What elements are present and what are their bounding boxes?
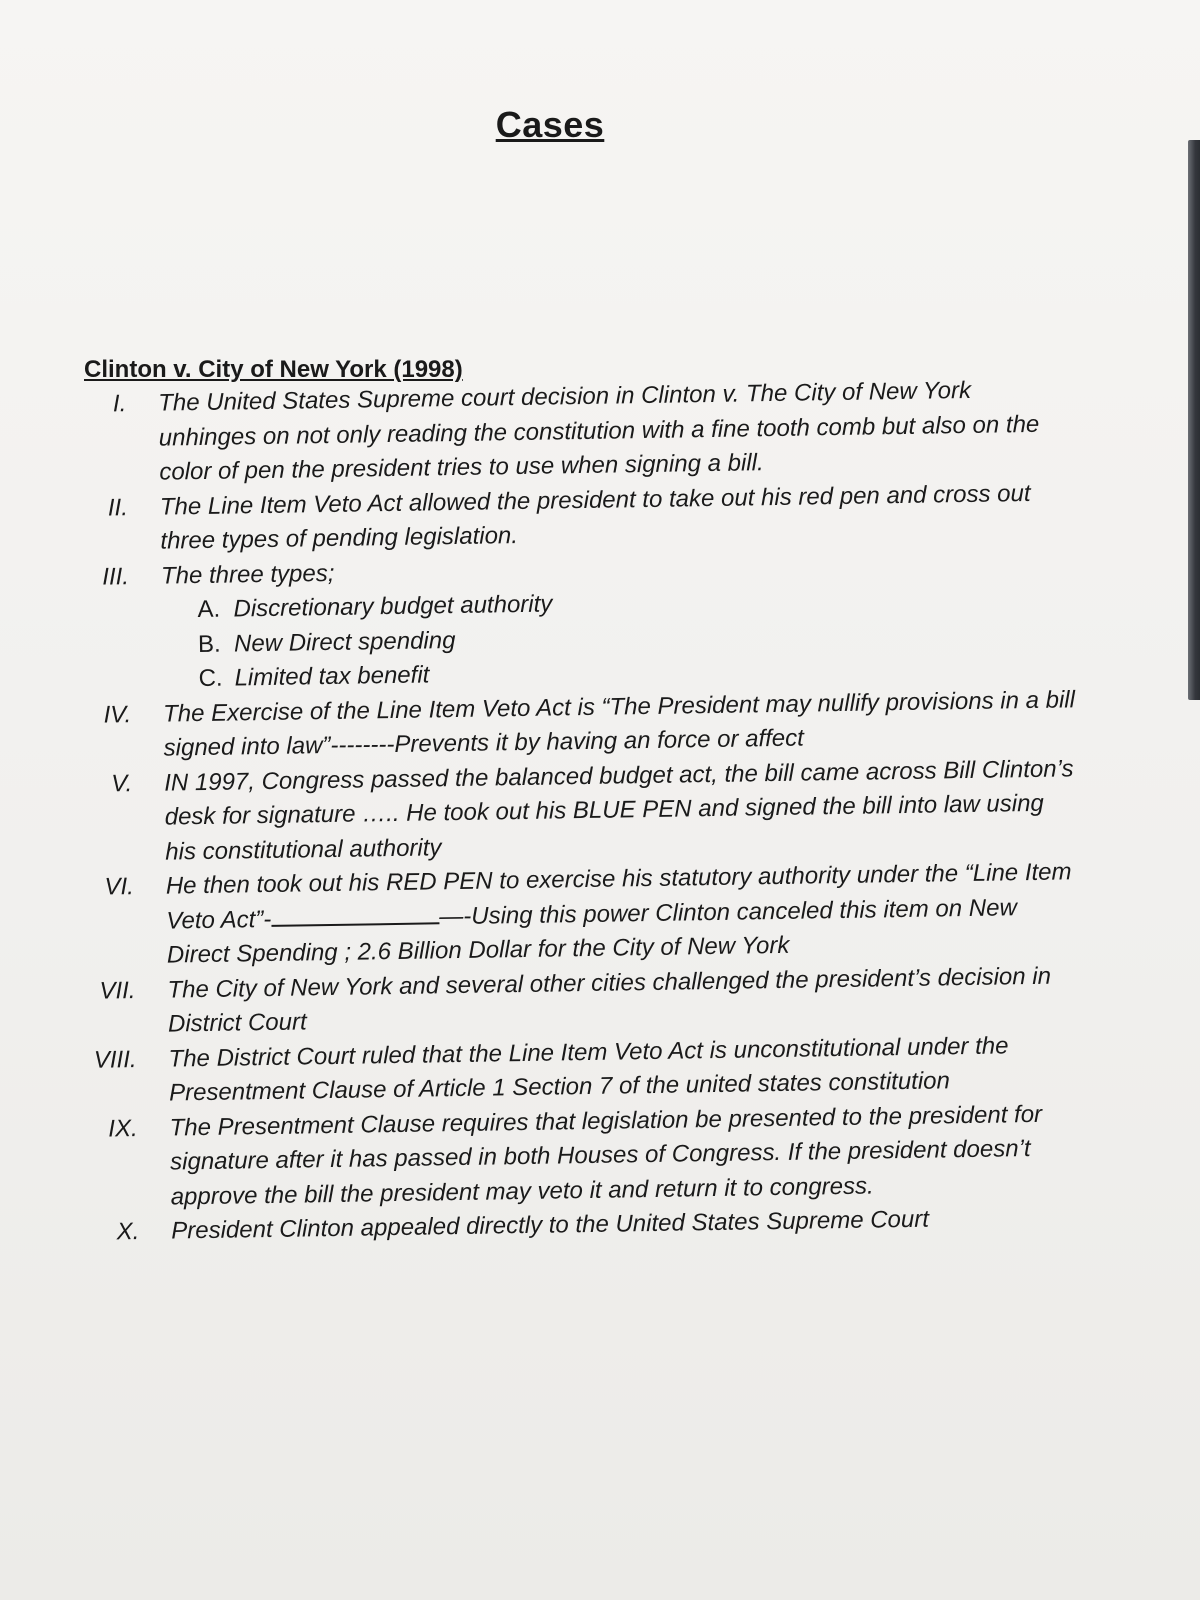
outline-numeral: II. — [107, 493, 129, 521]
outline-text: The three types; — [160, 559, 335, 590]
outline-numeral: V. — [111, 769, 133, 797]
outline-numeral: IX. — [108, 1114, 138, 1143]
outline-text: The City of New York and several other cities challenged the president’s decision in District Court — [167, 962, 1052, 1038]
outline-item — [72, 372, 1074, 491]
sub-item-text: Limited tax benefit — [234, 661, 430, 692]
outline-numeral: III. — [102, 562, 130, 591]
outline-item — [75, 545, 1077, 699]
outline-numeral: VI. — [104, 873, 135, 901]
outline-item — [83, 1097, 1085, 1216]
outline-text-after-blank: —-Using this power Clinton canceled this item on New Direct Spending ; 2.6 Billion Dollar for the City of New York — [166, 893, 1017, 969]
outline-item — [78, 752, 1080, 871]
sub-item-letter: C. — [198, 664, 223, 693]
outline-text: The United States Supreme court decision in Clinton v. The City of New York unhinges on not only reading the constitution with a fine tooth comb but also on the color of pen the president tries to use when signing a bill. — [158, 376, 1040, 486]
outline-text: The District Court ruled that the Line Item Veto Act is unconstitutional under the Presentment Clause of Article 1 Section 7 of the united states constitution — [168, 1031, 1009, 1107]
binder-edge-shadow — [1188, 140, 1200, 700]
sub-list — [161, 579, 1077, 697]
sub-item-text: Discretionary budget authority — [233, 590, 553, 623]
sub-item-letter: A. — [197, 595, 221, 624]
outline-text: The Line Item Veto Act allowed the president to take out his red pen and cross out three types of pending legislation. — [159, 479, 1031, 555]
case-heading: Clinton v. City of New York (1998) — [84, 356, 463, 383]
outline-text: President Clinton appealed directly to the United States Supreme Court — [171, 1205, 930, 1245]
case-outline — [72, 372, 1085, 1250]
outline-text-before-blank: He then took out his RED PEN to exercise his statutory authority under the “Line Item Veto Act”- — [165, 858, 1072, 935]
outline-numeral: VIII. — [93, 1045, 137, 1074]
sub-item-text: New Direct spending — [233, 626, 456, 657]
outline-numeral: VII. — [99, 976, 136, 1005]
outline-text: The Exercise of the Line Item Veto Act is “The President may nullify provisions in a bill signed into law”--------Prevents it by having an force or affect — [162, 685, 1076, 762]
outline-text: The Presentment Clause requires that legislation be presented to the president for signature after it has passed in both Houses of Congress. If the president doesn’t approve the bill the president may veto it and return it to congress. — [169, 1100, 1043, 1211]
outline-item — [80, 855, 1082, 974]
fill-in-blank-line — [271, 902, 439, 927]
page-title: Cases — [495, 104, 605, 145]
outline-numeral: X. — [116, 1218, 140, 1246]
outline-text: IN 1997, Congress passed the balanced budget act, the bill came across Bill Clinton’s desk for signature ….. He took out his BLUE PEN and signed the bill into law using his constitutional authority — [163, 754, 1074, 866]
sub-item-letter: B. — [197, 630, 221, 658]
outline-numeral: IV. — [103, 700, 132, 729]
outline-numeral: I. — [112, 390, 127, 418]
